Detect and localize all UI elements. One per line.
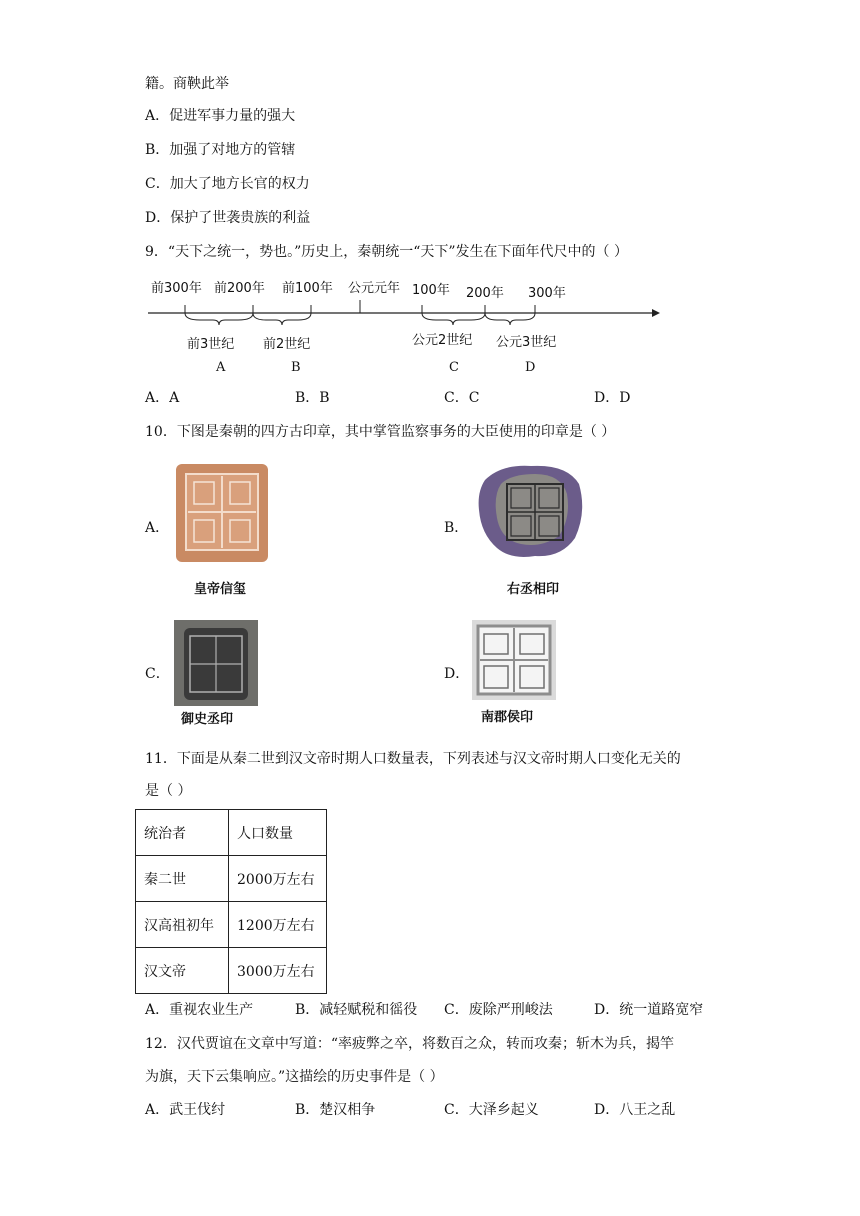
century-letter: C [449,360,459,375]
q11-option-c[interactable]: C．废除严刑峻法 [444,1002,553,1018]
q10-stem: 10．下图是秦朝的四方古印章，其中掌管监察事务的大臣使用的印章是（ ） [145,424,616,440]
year-label: 100年 [412,283,450,298]
seal-a-image [174,462,270,564]
q10-option-c[interactable]: C． [145,666,170,682]
table-cell: 秦二世 [136,856,229,902]
q9-stem: 9．“天下之统一，势也。”历史上，秦朝统一“天下”发生在下面年代尺中的（ ） [145,244,628,260]
century-label: 公元2世纪 [412,333,473,348]
timeline-diagram [140,272,670,382]
table-header-cell: 统治者 [136,810,229,856]
q10-option-b[interactable]: B． [444,520,469,536]
q8-option-d[interactable]: D．保护了世袭贵族的利益 [145,210,311,226]
century-label: 公元3世纪 [496,335,557,350]
table-cell: 2000万左右 [229,856,327,902]
q9-option-c[interactable]: C．C [444,390,480,406]
century-label: 前2世纪 [263,337,311,352]
year-label: 200年 [466,286,504,301]
year-label: 300年 [528,286,566,301]
century-label: 前3世纪 [187,337,235,352]
q8-option-a[interactable]: A．促进军事力量的强大 [145,108,296,124]
q12-stem-line2: 为旗，天下云集响应。”这描绘的历史事件是（ ） [145,1069,444,1085]
q10-option-a[interactable]: A． [145,520,170,536]
seal-b-image [471,460,587,562]
q8-option-b[interactable]: B．加强了对地方的管辖 [145,142,296,158]
year-label: 前100年 [282,281,333,296]
q11-option-d[interactable]: D．统一道路宽窄 [594,1002,704,1018]
q11-stem-line1: 11．下面是从秦二世到汉文帝时期人口数量表，下列表述与汉文帝时期人口变化无关的 [145,751,681,767]
q12-option-c[interactable]: C．大泽乡起义 [444,1102,539,1118]
q8-option-c[interactable]: C．加大了地方长官的权力 [145,176,310,192]
q12-stem-line1: 12．汉代贾谊在文章中写道：“率疲弊之卒，将数百之众，转而攻秦；斩木为兵，揭竿 [145,1036,674,1052]
brace-a [185,313,253,325]
table-cell: 3000万左右 [229,948,327,994]
q9-option-b[interactable]: B．B [295,390,330,406]
timeline-arrow [652,309,660,317]
q8-stem-tail: 籍。商鞅此举 [145,76,229,92]
seal-d-image [472,620,556,700]
seal-d-label: 南郡侯印 [481,710,534,725]
brace-c [422,313,485,325]
seal-a-label: 皇帝信玺 [194,582,247,597]
table-row [136,856,327,902]
table-cell: 1200万左右 [229,902,327,948]
q10-option-d[interactable]: D． [444,666,470,682]
year-label: 公元元年 [348,281,401,296]
table-header-row [136,810,327,856]
century-letter: A [216,360,226,375]
seal-c-label: 御史丞印 [181,712,234,727]
q12-option-a[interactable]: A．武王伐纣 [145,1102,226,1118]
seal-c-image [174,620,258,706]
q11-option-b[interactable]: B．减轻赋税和徭役 [295,1002,418,1018]
q9-option-a[interactable]: A．A [145,390,180,406]
century-letter: D [525,360,536,375]
year-label: 前300年 [151,281,202,296]
seal-b-label: 右丞相印 [507,582,560,597]
q9-option-d[interactable]: D．D [594,390,631,406]
table-header-cell: 人口数量 [229,810,327,856]
table-row [136,902,327,948]
century-letter: B [291,360,301,375]
q12-option-b[interactable]: B．楚汉相争 [295,1102,376,1118]
year-label: 前200年 [214,281,265,296]
q12-option-d[interactable]: D．八王之乱 [594,1102,676,1118]
table-cell: 汉文帝 [136,948,229,994]
q11-stem-line2: 是（ ） [145,783,192,799]
table-cell: 汉高祖初年 [136,902,229,948]
table-row [136,948,327,994]
q11-option-a[interactable]: A．重视农业生产 [145,1002,254,1018]
brace-d [485,313,535,325]
population-table [135,809,327,994]
brace-b [253,313,311,325]
